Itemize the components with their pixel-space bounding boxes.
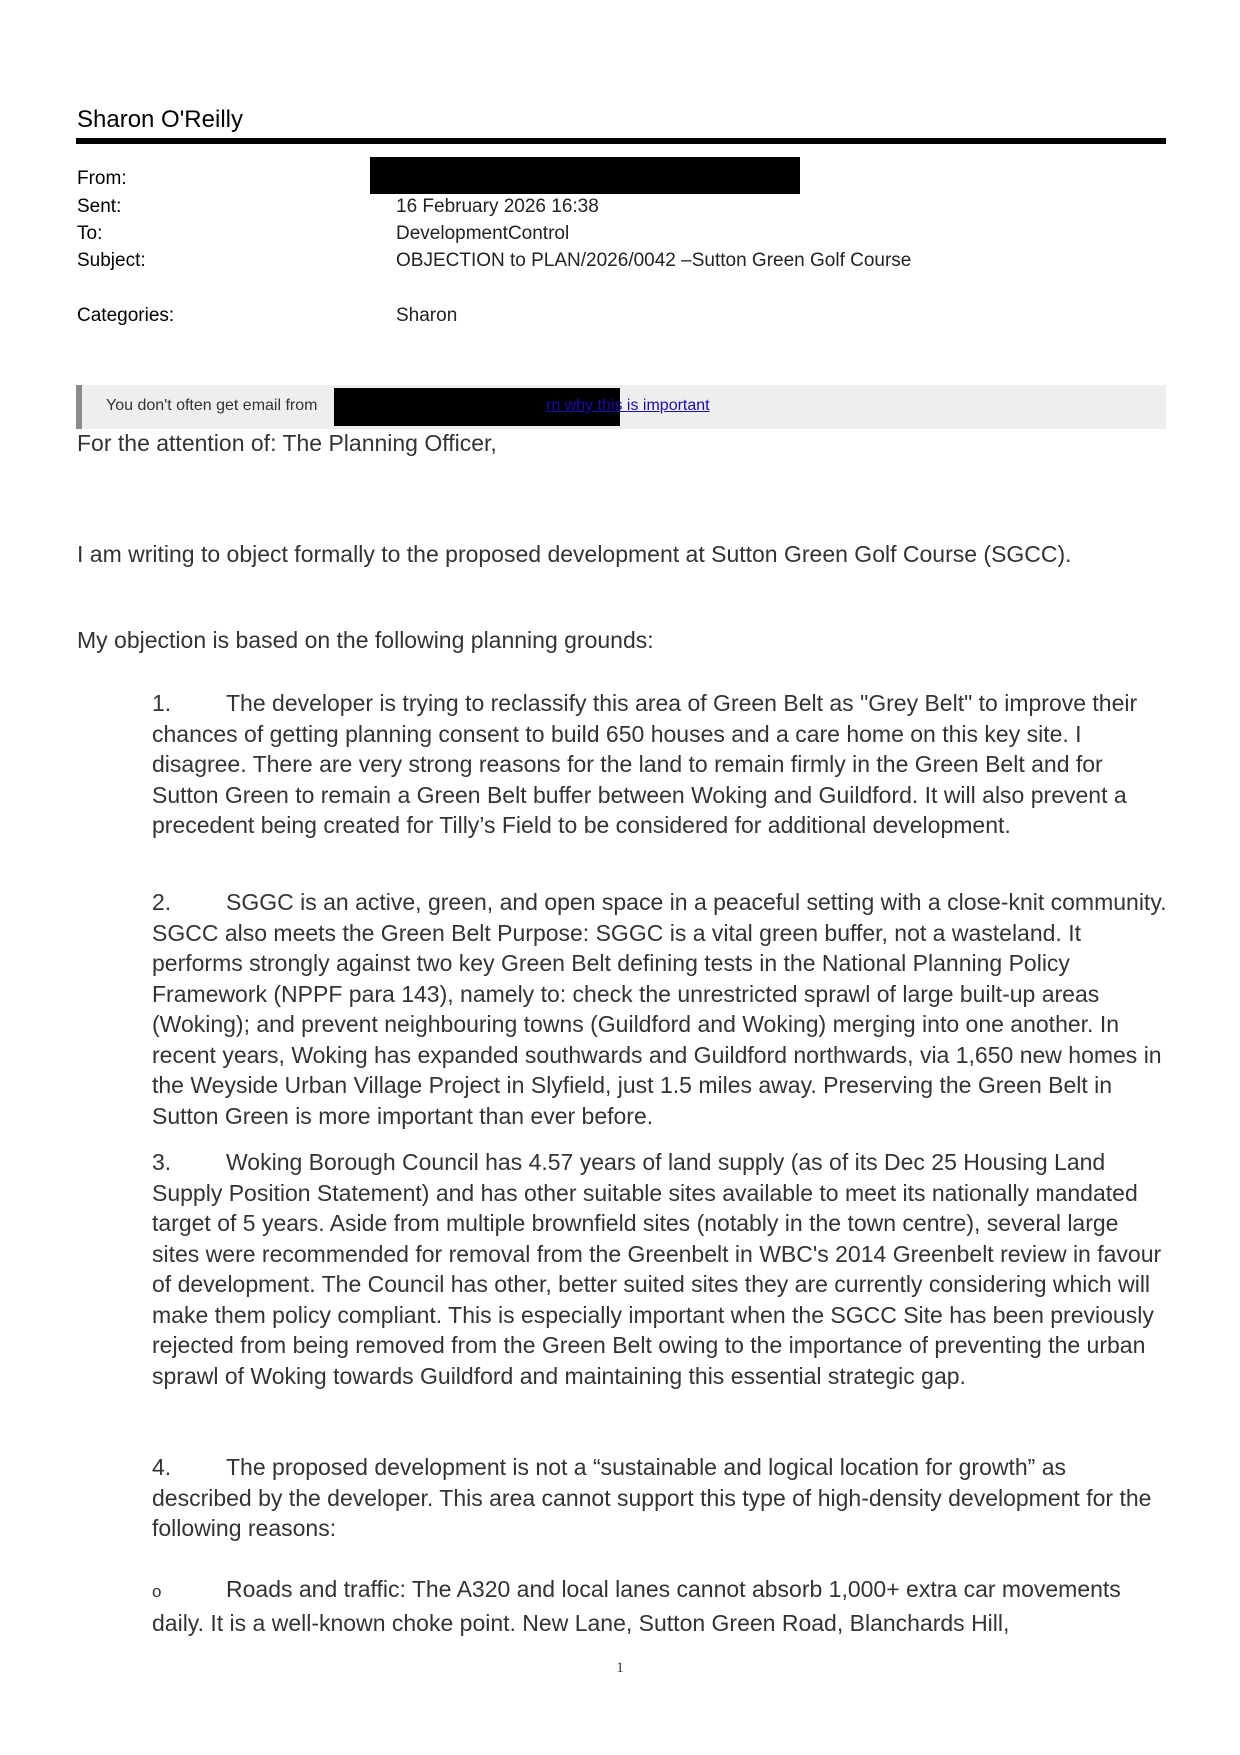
- item-number: 4.: [152, 1454, 172, 1480]
- redacted-from-address: [370, 157, 800, 194]
- sent-value: 16 February 2026 16:38: [396, 196, 599, 217]
- item-number: 3.: [152, 1149, 172, 1175]
- page-number: 1: [616, 1660, 624, 1676]
- intro-paragraph: I am writing to object formally to the proposed development at Sutton Green Golf Course (SGCC).: [77, 541, 1072, 567]
- to-value: DevelopmentControl: [396, 223, 570, 244]
- objection-item-3: [152, 1147, 1172, 1391]
- sub-item-roads-traffic: [152, 1574, 1172, 1638]
- item-number: 1.: [152, 690, 172, 716]
- grounds-intro: My objection is based on the following planning grounds:: [77, 627, 654, 653]
- categories-label: Categories:: [77, 305, 175, 326]
- to-label: To:: [77, 223, 103, 244]
- sender-name: Sharon O'Reilly: [77, 106, 243, 133]
- subject-label: Subject:: [77, 250, 146, 271]
- objection-item-4: [152, 1452, 1172, 1544]
- sub-item-bullet: o: [152, 1582, 162, 1601]
- learn-why-link[interactable]: rn why this is important: [546, 397, 710, 414]
- item-text: SGGC is an active, green, and open space in a peaceful setting with a close-knit community. SGCC also meets the Green Belt Purpose: SGGC is a vital green buffer, not a wasteland. It performs strongly against two key Green Belt defining tests in the National Planning Policy Framework (NPPF para 143), namely to: check the unrestricted sprawl of large built-up areas (Woking); and prevent neighbouring towns (Guildford and Woking) merging into one another. In recent years, Woking has expanded southwards and Guildford northwards, via 1,650 new homes in the Weyside Urban Village Project in Slyfield, just 1.5 miles away. Preserving the Green Belt in Sutton Green is more important than ever before.: [152, 889, 1167, 1129]
- objection-item-2: [152, 887, 1172, 1131]
- item-text: Woking Borough Council has 4.57 years of land supply (as of its Dec 25 Housing Land Supply Position Statement) and has other suitable sites available to meet its nationally mandated target of 5 years. Aside from multiple brownfield sites (notably in the town centre), several large sites were recommended for removal from the Greenbelt in WBC's 2014 Greenbelt review in favour of development. The Council has other, better suited sites they are currently considering which will make them policy compliant. This is especially important when the SGCC Site has been previously rejected from being removed from the Green Belt owing to the importance of preventing the urban sprawl of Woking towards Guildford and maintaining this essential strategic gap.: [152, 1149, 1162, 1389]
- banner-accent-bar: [76, 385, 82, 429]
- banner-text: You don't often get email from: [106, 397, 318, 414]
- categories-value: Sharon: [396, 305, 458, 326]
- objection-item-1: [152, 688, 1172, 841]
- external-sender-banner: [76, 385, 1166, 429]
- item-number: 2.: [152, 889, 172, 915]
- from-label: From:: [77, 168, 127, 189]
- header-divider: [76, 138, 1166, 144]
- item-text: Roads and traffic: The A320 and local lanes cannot absorb 1,000+ extra car movements daily. It is a well-known choke point. New Lane, Sutton Green Road, Blanchards Hill,: [152, 1576, 1121, 1636]
- item-text: The proposed development is not a “sustainable and logical location for growth” as described by the developer. This area cannot support this type of high-density development for the following reasons:: [152, 1454, 1152, 1541]
- salutation: For the attention of: The Planning Officer,: [77, 430, 497, 456]
- subject-value: OBJECTION to PLAN/2026/0042 –Sutton Green Golf Course: [396, 250, 912, 271]
- sent-label: Sent:: [77, 196, 122, 217]
- item-text: The developer is trying to reclassify this area of Green Belt as "Grey Belt" to improve their chances of getting planning consent to build 650 houses and a care home on this key site. I disagree. There are very strong reasons for the land to remain firmly in the Green Belt and for Sutton Green to remain a Green Belt buffer between Woking and Guildford. It will also prevent a precedent being created for Tilly’s Field to be considered for additional development.: [152, 690, 1138, 838]
